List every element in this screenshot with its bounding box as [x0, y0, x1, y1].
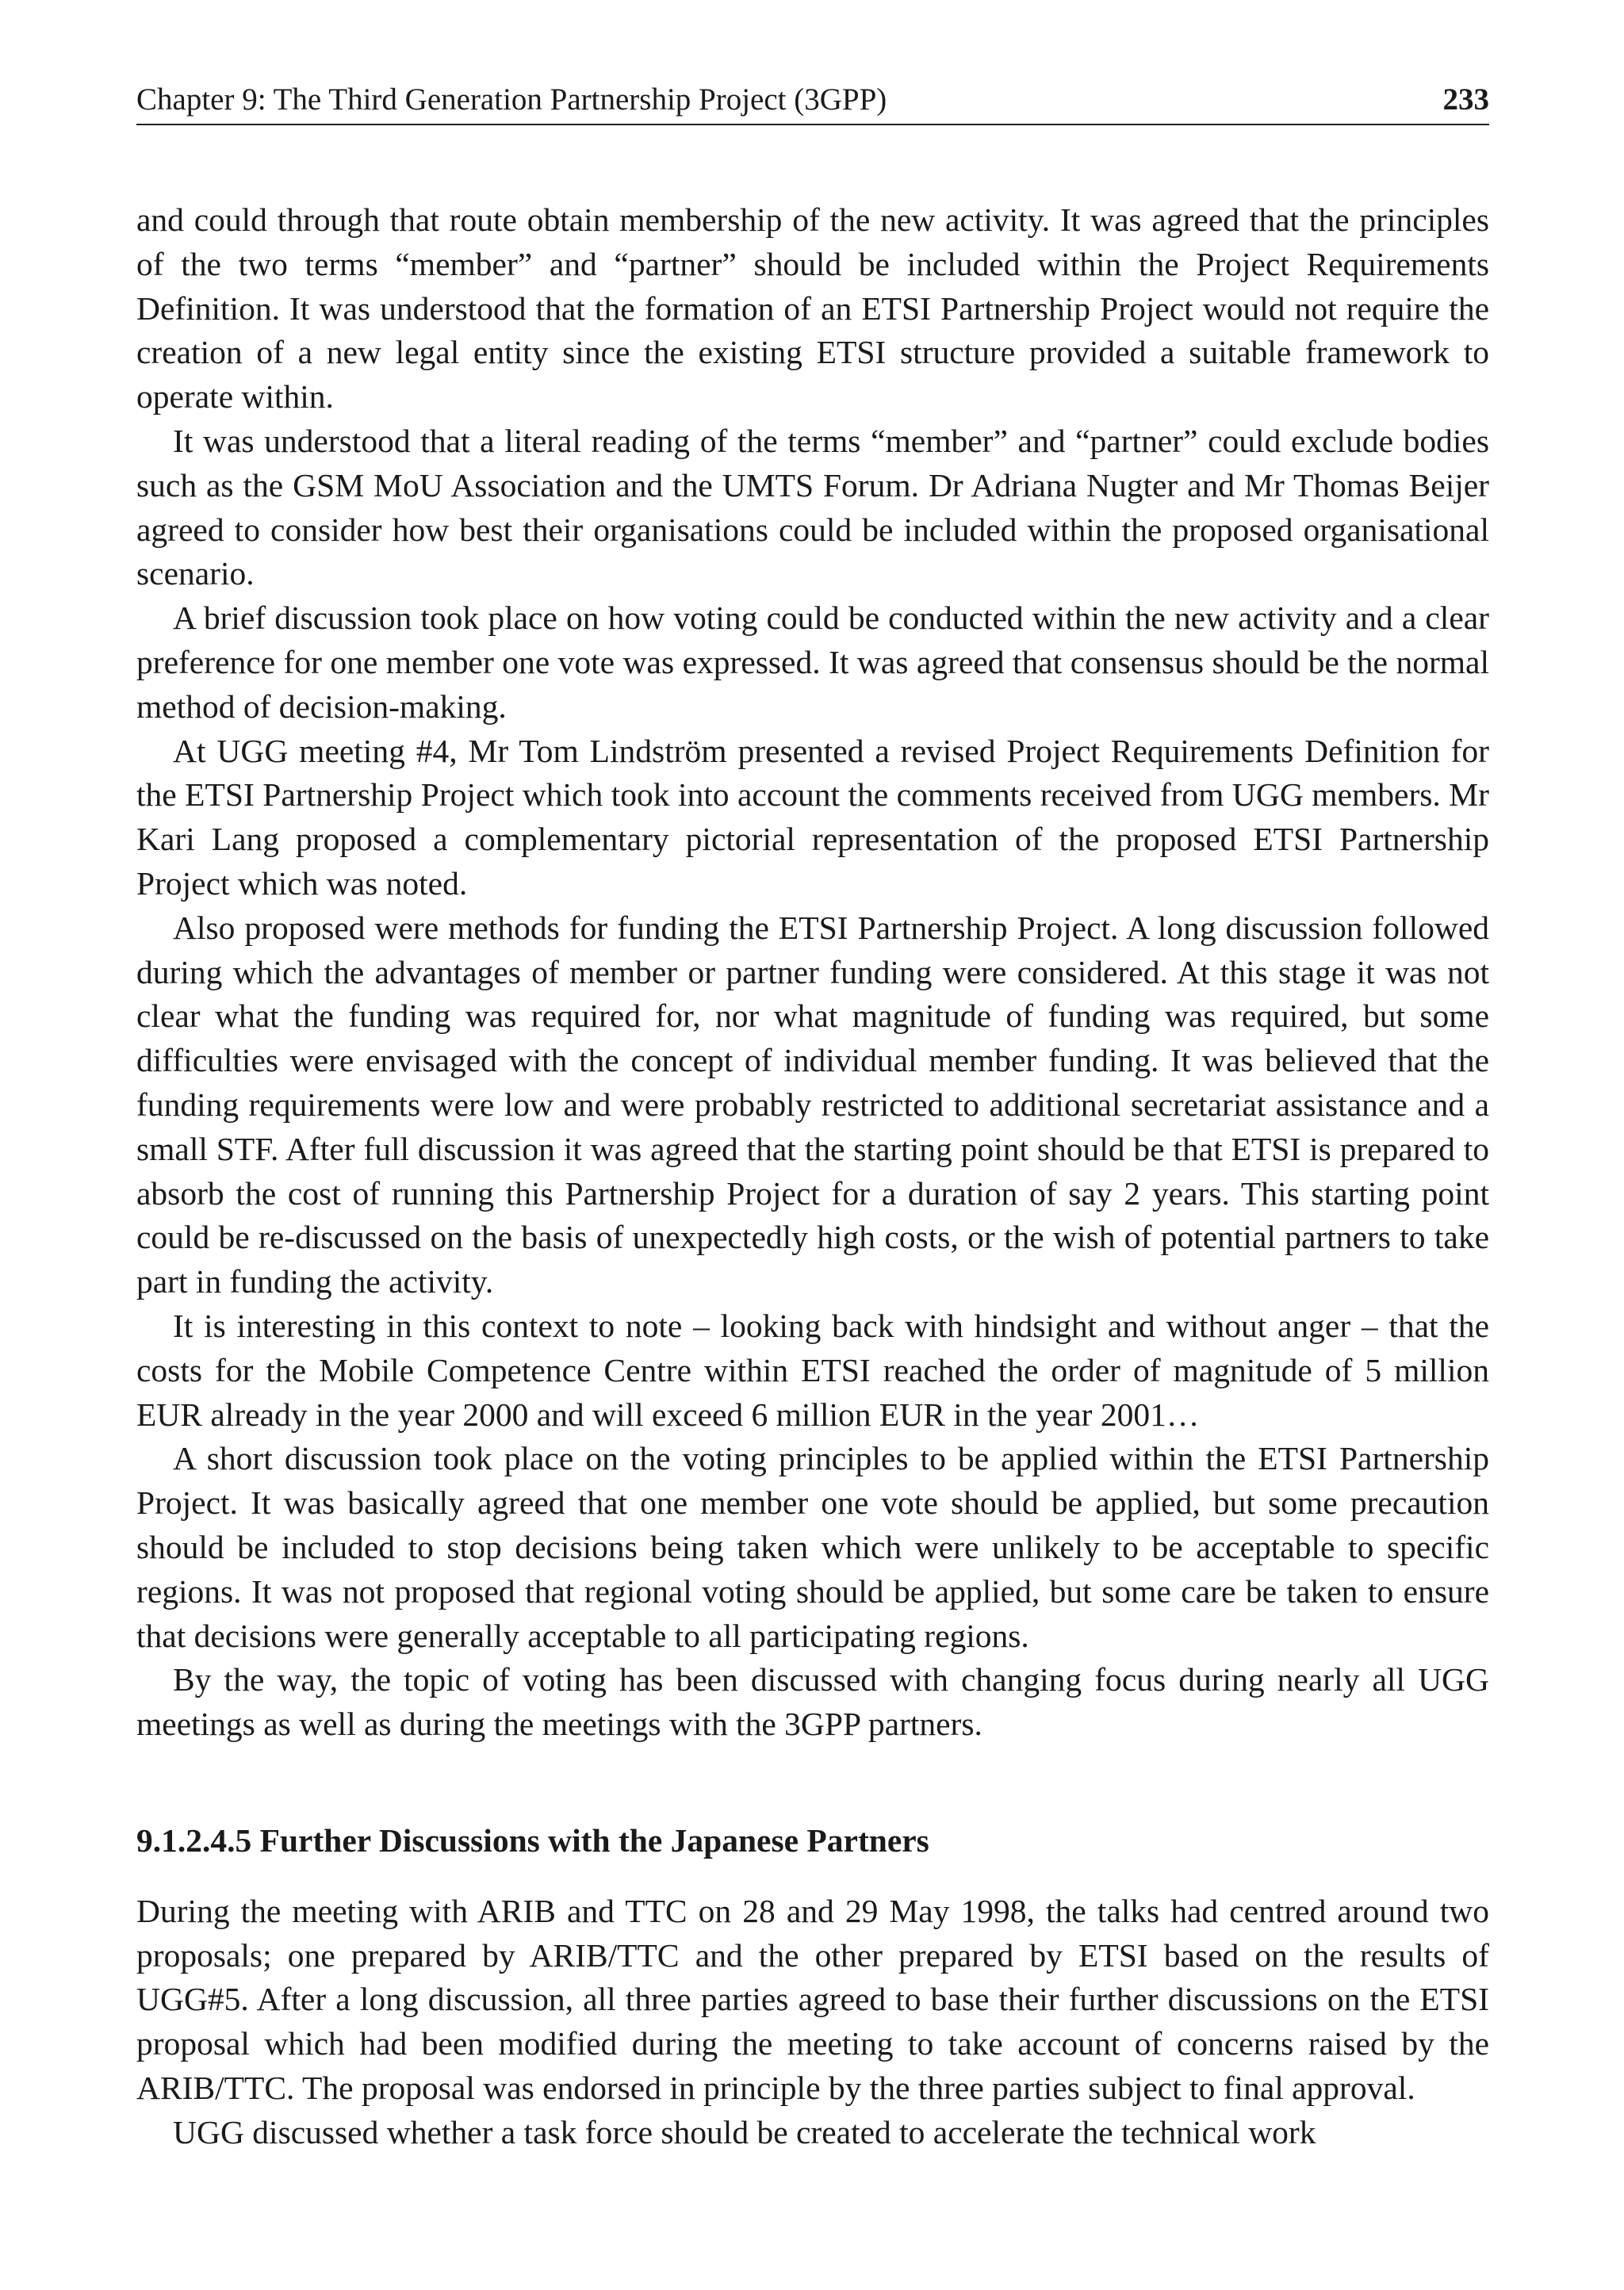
book-page	[136, 79, 1489, 2155]
paragraph: and could through that route obtain membership of the new activity. It was agreed that the principles of the two terms “member” and “partner” should be included within the Project Requirements Definition. It was understood that the formation of an ETSI Partnership Project would not require the creation of a new legal entity since the existing ETSI structure provided a suitable framework to operate within.	[136, 201, 1489, 415]
paragraph: A short discussion took place on the voting principles to be applied within the ETSI Partnership Project. It was basically agreed that one member one vote should be applied, but some precaution should be included to stop decisions being taken which were unlikely to be acceptable to specific regions. It was not proposed that regional voting should be applied, but some care be taken to ensure that decisions were generally acceptable to all participating regions.	[136, 1440, 1489, 1654]
running-header	[136, 79, 1489, 125]
body-text	[136, 198, 1489, 2155]
paragraph: UGG discussed whether a task force should be created to accelerate the technical work	[173, 2113, 1316, 2150]
paragraph: A brief discussion took place on how voting could be conducted within the new activity and a clear preference for one member one vote was expressed. It was agreed that consensus should be the normal method of decision-making.	[136, 599, 1489, 725]
paragraph: It was understood that a literal reading of the terms “member” and “partner” could exclude bodies such as the GSM MoU Association and the UMTS Forum. Dr Adriana Nugter and Mr Thomas Beijer agreed to consider how best their organisations could be included within the proposed organisational scenario.	[136, 422, 1489, 592]
section-heading: 9.1.2.4.5 Further Discussions with the Japanese Partners	[136, 1821, 929, 1859]
page-number: 233	[1442, 82, 1489, 117]
chapter-title: Chapter 9: The Third Generation Partnership Project (3GPP)	[136, 82, 887, 117]
paragraph: During the meeting with ARIB and TTC on 28 and 29 May 1998, the talks had centred around two proposals; one prepared by ARIB/TTC and the other prepared by ETSI based on the results of UGG#5. After a long discussion, all three parties agreed to base their further discussions on the ETSI proposal which had been modified during the meeting to take account of concerns raised by the ARIB/TTC. The proposal was endorsed in principle by the three parties subject to final approval.	[136, 1892, 1489, 2107]
paragraph: Also proposed were methods for funding the ETSI Partnership Project. A long discussion followed during which the advantages of member or partner funding were considered. At this stage it was not clear what the funding was required for, nor what magnitude of funding was required, but some difficulties were envisaged with the concept of individual member funding. It was believed that the funding requirements were low and were probably restricted to additional secretariat assistance and a small STF. After full discussion it was agreed that the starting point should be that ETSI is prepared to absorb the cost of running this Partnership Project for a duration of say 2 years. This starting point could be re-discussed on the basis of unexpectedly high costs, or the wish of potential partners to take part in funding the activity.	[136, 909, 1489, 1300]
paragraph: It is interesting in this context to note – looking back with hindsight and without anger – that the costs for the Mobile Competence Centre within ETSI reached the order of magnitude of 5 million EUR already in the year 2000 and will exceed 6 million EUR in the year 2001…	[136, 1307, 1489, 1433]
paragraph: At UGG meeting #4, Mr Tom Lindström presented a revised Project Requirements Definition for the ETSI Partnership Project which took into account the comments received from UGG members. Mr Kari Lang proposed a complementary pictorial representation of the proposed ETSI Partnership Project which was noted.	[136, 732, 1489, 902]
paragraph: By the way, the topic of voting has been discussed with changing focus during nearly all UGG meetings as well as during the meetings with the 3GPP partners.	[136, 1661, 1489, 1743]
